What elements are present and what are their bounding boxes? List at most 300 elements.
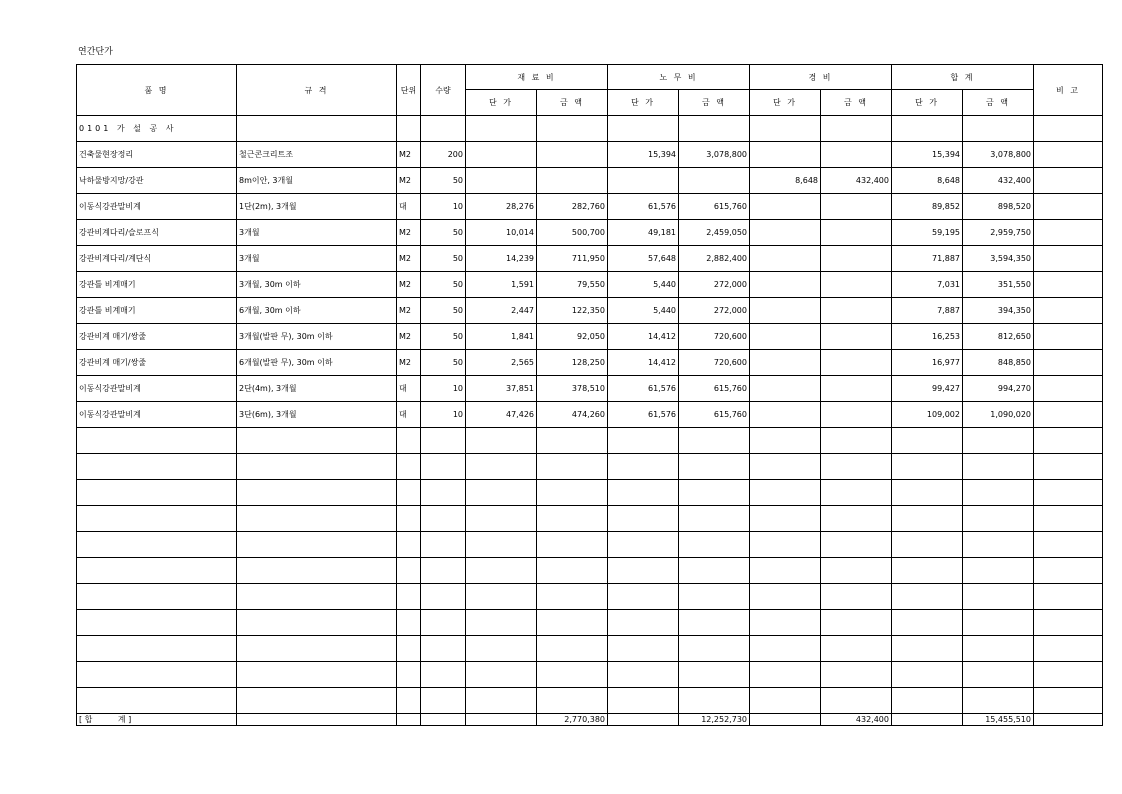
empty-cell xyxy=(421,454,466,480)
expense-unit-price xyxy=(750,350,821,376)
empty-row xyxy=(77,480,1103,506)
empty-cell xyxy=(679,636,750,662)
empty-cell xyxy=(537,610,608,636)
item-name: 강관비계 매기/쌍줄 xyxy=(77,350,237,376)
empty-cell xyxy=(892,584,963,610)
empty-cell xyxy=(537,558,608,584)
empty-cell xyxy=(892,428,963,454)
empty-cell xyxy=(537,454,608,480)
empty-row xyxy=(77,688,1103,714)
empty-cell xyxy=(421,428,466,454)
empty-cell xyxy=(397,636,421,662)
empty-cell xyxy=(397,116,421,142)
remark-cell xyxy=(1034,142,1103,168)
empty-cell xyxy=(963,688,1034,714)
item-spec: 6개월(발판 무), 30m 이하 xyxy=(237,350,397,376)
header-row-1 xyxy=(77,65,1103,90)
unit-price-table xyxy=(76,64,1103,726)
remark-cell xyxy=(1034,194,1103,220)
empty-cell xyxy=(421,610,466,636)
empty-cell xyxy=(892,688,963,714)
empty-cell xyxy=(466,116,537,142)
empty-cell xyxy=(608,454,679,480)
empty-cell xyxy=(466,688,537,714)
expense-amount xyxy=(821,142,892,168)
header-labor: 노 무 비 xyxy=(608,65,750,90)
item-spec: 8m이안, 3개월 xyxy=(237,168,397,194)
item-name: 강관비계 매기/쌍줄 xyxy=(77,324,237,350)
empty-cell xyxy=(1034,116,1103,142)
total-row xyxy=(77,714,1103,726)
empty-cell xyxy=(537,688,608,714)
empty-cell xyxy=(1034,454,1103,480)
empty-cell xyxy=(963,558,1034,584)
item-spec: 철근콘크리트조 xyxy=(237,142,397,168)
labor-amount: 2,459,050 xyxy=(679,220,750,246)
empty-cell xyxy=(608,506,679,532)
total-unit-price: 16,253 xyxy=(892,324,963,350)
empty-cell xyxy=(963,480,1034,506)
item-unit: 대 xyxy=(397,194,421,220)
empty-cell xyxy=(750,532,821,558)
empty-row xyxy=(77,584,1103,610)
empty-cell xyxy=(77,454,237,480)
empty-cell xyxy=(77,532,237,558)
total-labor-amount: 12,252,730 xyxy=(679,714,750,726)
expense-amount xyxy=(821,298,892,324)
empty-cell xyxy=(679,116,750,142)
remark-cell xyxy=(1034,376,1103,402)
empty-cell xyxy=(466,714,537,726)
empty-cell xyxy=(77,558,237,584)
header-qty: 수량 xyxy=(421,65,466,116)
total-amount: 848,850 xyxy=(963,350,1034,376)
item-name: 이동식강관말비계 xyxy=(77,194,237,220)
empty-cell xyxy=(821,428,892,454)
empty-cell xyxy=(679,688,750,714)
item-name: 강관비계다리/계단식 xyxy=(77,246,237,272)
item-unit: M2 xyxy=(397,298,421,324)
expense-unit-price xyxy=(750,298,821,324)
empty-cell xyxy=(750,662,821,688)
empty-cell xyxy=(421,636,466,662)
empty-row xyxy=(77,454,1103,480)
empty-cell xyxy=(963,584,1034,610)
labor-amount: 720,600 xyxy=(679,324,750,350)
total-unit-price: 16,977 xyxy=(892,350,963,376)
header-total-amount: 금 액 xyxy=(963,90,1034,116)
empty-cell xyxy=(821,116,892,142)
empty-cell xyxy=(77,636,237,662)
item-unit: M2 xyxy=(397,324,421,350)
empty-cell xyxy=(466,506,537,532)
empty-row xyxy=(77,558,1103,584)
item-spec: 6개월, 30m 이하 xyxy=(237,298,397,324)
empty-cell xyxy=(892,636,963,662)
table-row xyxy=(77,298,1103,324)
empty-cell xyxy=(750,116,821,142)
empty-cell xyxy=(1034,636,1103,662)
header-material: 재 료 비 xyxy=(466,65,608,90)
labor-unit-price: 61,576 xyxy=(608,376,679,402)
header-expense-amount: 금 액 xyxy=(821,90,892,116)
material-unit-price: 2,447 xyxy=(466,298,537,324)
empty-cell xyxy=(537,662,608,688)
empty-cell xyxy=(892,480,963,506)
labor-unit-price: 14,412 xyxy=(608,350,679,376)
total-unit-price: 59,195 xyxy=(892,220,963,246)
material-amount: 282,760 xyxy=(537,194,608,220)
empty-cell xyxy=(421,558,466,584)
empty-cell xyxy=(750,454,821,480)
empty-cell xyxy=(237,662,397,688)
expense-unit-price xyxy=(750,142,821,168)
remark-cell xyxy=(1034,324,1103,350)
expense-unit-price: 8,648 xyxy=(750,168,821,194)
empty-cell xyxy=(679,428,750,454)
item-unit: 대 xyxy=(397,402,421,428)
empty-cell xyxy=(892,662,963,688)
empty-cell xyxy=(466,610,537,636)
item-qty: 50 xyxy=(421,220,466,246)
table-row xyxy=(77,272,1103,298)
item-spec: 3개월(발판 무), 30m 이하 xyxy=(237,324,397,350)
empty-cell xyxy=(237,636,397,662)
empty-cell xyxy=(679,506,750,532)
empty-cell xyxy=(892,532,963,558)
empty-row xyxy=(77,428,1103,454)
total-amount: 3,594,350 xyxy=(963,246,1034,272)
empty-cell xyxy=(77,506,237,532)
empty-cell xyxy=(77,688,237,714)
item-name: 낙하물방지망/강관 xyxy=(77,168,237,194)
header-labor-amount: 금 액 xyxy=(679,90,750,116)
header-total: 합 계 xyxy=(892,65,1034,90)
empty-cell xyxy=(537,116,608,142)
empty-cell xyxy=(537,480,608,506)
item-spec: 1단(2m), 3개월 xyxy=(237,194,397,220)
material-amount: 122,350 xyxy=(537,298,608,324)
empty-cell xyxy=(237,480,397,506)
empty-row xyxy=(77,636,1103,662)
empty-cell xyxy=(750,584,821,610)
empty-cell xyxy=(750,558,821,584)
expense-unit-price xyxy=(750,220,821,246)
item-spec: 3개월, 30m 이하 xyxy=(237,272,397,298)
item-qty: 200 xyxy=(421,142,466,168)
item-qty: 50 xyxy=(421,272,466,298)
material-unit-price: 14,239 xyxy=(466,246,537,272)
item-unit: M2 xyxy=(397,246,421,272)
empty-cell xyxy=(963,662,1034,688)
item-qty: 50 xyxy=(421,168,466,194)
labor-unit-price: 61,576 xyxy=(608,402,679,428)
total-unit-price: 8,648 xyxy=(892,168,963,194)
expense-amount xyxy=(821,350,892,376)
item-qty: 10 xyxy=(421,194,466,220)
empty-cell xyxy=(1034,584,1103,610)
material-amount: 378,510 xyxy=(537,376,608,402)
empty-cell xyxy=(608,714,679,726)
empty-cell xyxy=(821,532,892,558)
empty-cell xyxy=(397,506,421,532)
item-name: 건축물현장정리 xyxy=(77,142,237,168)
empty-cell xyxy=(608,532,679,558)
empty-cell xyxy=(466,584,537,610)
labor-amount: 615,760 xyxy=(679,402,750,428)
empty-cell xyxy=(397,428,421,454)
empty-cell xyxy=(466,454,537,480)
empty-cell xyxy=(397,714,421,726)
total-unit-price: 89,852 xyxy=(892,194,963,220)
material-unit-price: 1,591 xyxy=(466,272,537,298)
item-name: 강관비계다리/슬로프식 xyxy=(77,220,237,246)
table-row xyxy=(77,376,1103,402)
item-unit: M2 xyxy=(397,168,421,194)
item-qty: 10 xyxy=(421,376,466,402)
labor-unit-price: 61,576 xyxy=(608,194,679,220)
empty-cell xyxy=(466,558,537,584)
total-amount: 2,959,750 xyxy=(963,220,1034,246)
total-amount: 994,270 xyxy=(963,376,1034,402)
table-row xyxy=(77,168,1103,194)
item-spec: 2단(4m), 3개월 xyxy=(237,376,397,402)
item-qty: 10 xyxy=(421,402,466,428)
labor-amount: 615,760 xyxy=(679,194,750,220)
table-row xyxy=(77,220,1103,246)
empty-cell xyxy=(397,480,421,506)
empty-cell xyxy=(237,532,397,558)
expense-unit-price xyxy=(750,246,821,272)
labor-amount: 615,760 xyxy=(679,376,750,402)
expense-amount xyxy=(821,220,892,246)
empty-cell xyxy=(77,584,237,610)
expense-amount xyxy=(821,376,892,402)
empty-cell xyxy=(466,480,537,506)
empty-cell xyxy=(963,454,1034,480)
empty-row xyxy=(77,610,1103,636)
empty-cell xyxy=(421,532,466,558)
empty-cell xyxy=(821,610,892,636)
empty-cell xyxy=(1034,428,1103,454)
item-qty: 50 xyxy=(421,350,466,376)
document-title: 연간단가 xyxy=(78,47,113,57)
labor-unit-price: 57,648 xyxy=(608,246,679,272)
empty-cell xyxy=(821,662,892,688)
empty-cell xyxy=(892,558,963,584)
empty-cell xyxy=(821,688,892,714)
empty-cell xyxy=(421,584,466,610)
table-row xyxy=(77,246,1103,272)
item-name: 이동식강관말비계 xyxy=(77,376,237,402)
empty-cell xyxy=(750,428,821,454)
empty-cell xyxy=(1034,532,1103,558)
empty-cell xyxy=(750,480,821,506)
empty-cell xyxy=(237,610,397,636)
item-qty: 50 xyxy=(421,298,466,324)
material-unit-price: 28,276 xyxy=(466,194,537,220)
empty-cell xyxy=(821,636,892,662)
table-row xyxy=(77,142,1103,168)
labor-unit-price xyxy=(608,168,679,194)
table-row xyxy=(77,350,1103,376)
total-expense-amount: 432,400 xyxy=(821,714,892,726)
header-remark: 비 고 xyxy=(1034,65,1103,116)
empty-cell xyxy=(1034,688,1103,714)
expense-unit-price xyxy=(750,194,821,220)
empty-cell xyxy=(608,636,679,662)
material-amount xyxy=(537,168,608,194)
empty-cell xyxy=(237,506,397,532)
empty-cell xyxy=(963,636,1034,662)
labor-amount: 2,882,400 xyxy=(679,246,750,272)
empty-cell xyxy=(892,116,963,142)
empty-cell xyxy=(608,428,679,454)
empty-cell xyxy=(397,454,421,480)
empty-cell xyxy=(963,116,1034,142)
material-amount xyxy=(537,142,608,168)
total-amount: 3,078,800 xyxy=(963,142,1034,168)
labor-unit-price: 14,412 xyxy=(608,324,679,350)
empty-cell xyxy=(963,506,1034,532)
header-expense-unit-price: 단 가 xyxy=(750,90,821,116)
empty-cell xyxy=(537,506,608,532)
total-material-amount: 2,770,380 xyxy=(537,714,608,726)
empty-cell xyxy=(892,714,963,726)
item-name: 강관틀 비계매기 xyxy=(77,298,237,324)
empty-cell xyxy=(679,532,750,558)
empty-cell xyxy=(821,454,892,480)
empty-row xyxy=(77,532,1103,558)
expense-unit-price xyxy=(750,376,821,402)
material-unit-price: 1,841 xyxy=(466,324,537,350)
table-row xyxy=(77,402,1103,428)
empty-cell xyxy=(421,480,466,506)
material-unit-price: 10,014 xyxy=(466,220,537,246)
empty-cell xyxy=(608,584,679,610)
section-label: 0101 가 설 공 사 xyxy=(77,116,237,142)
empty-cell xyxy=(237,116,397,142)
total-amount: 394,350 xyxy=(963,298,1034,324)
empty-cell xyxy=(237,714,397,726)
material-unit-price: 47,426 xyxy=(466,402,537,428)
item-unit: M2 xyxy=(397,142,421,168)
empty-cell xyxy=(679,610,750,636)
empty-cell xyxy=(1034,610,1103,636)
remark-cell xyxy=(1034,298,1103,324)
expense-amount xyxy=(821,324,892,350)
material-amount: 711,950 xyxy=(537,246,608,272)
empty-cell xyxy=(821,558,892,584)
total-label: [ 합 계 ] xyxy=(77,714,237,726)
empty-cell xyxy=(397,610,421,636)
expense-amount xyxy=(821,194,892,220)
empty-cell xyxy=(537,584,608,610)
empty-cell xyxy=(237,558,397,584)
empty-cell xyxy=(892,610,963,636)
empty-cell xyxy=(608,662,679,688)
header-unit: 단위 xyxy=(397,65,421,116)
item-qty: 50 xyxy=(421,246,466,272)
total-unit-price: 71,887 xyxy=(892,246,963,272)
expense-unit-price xyxy=(750,324,821,350)
labor-amount: 720,600 xyxy=(679,350,750,376)
empty-cell xyxy=(537,532,608,558)
empty-cell xyxy=(1034,662,1103,688)
material-unit-price: 37,851 xyxy=(466,376,537,402)
empty-cell xyxy=(892,454,963,480)
empty-cell xyxy=(237,688,397,714)
material-unit-price: 2,565 xyxy=(466,350,537,376)
expense-amount xyxy=(821,402,892,428)
material-unit-price xyxy=(466,142,537,168)
total-unit-price: 15,394 xyxy=(892,142,963,168)
total-amount: 1,090,020 xyxy=(963,402,1034,428)
empty-cell xyxy=(750,688,821,714)
empty-cell xyxy=(397,688,421,714)
empty-cell xyxy=(421,714,466,726)
empty-cell xyxy=(77,610,237,636)
empty-cell xyxy=(397,532,421,558)
empty-cell xyxy=(821,480,892,506)
total-amount: 432,400 xyxy=(963,168,1034,194)
labor-amount: 272,000 xyxy=(679,298,750,324)
empty-cell xyxy=(892,506,963,532)
empty-cell xyxy=(750,506,821,532)
empty-cell xyxy=(608,688,679,714)
empty-cell xyxy=(750,610,821,636)
header-material-unit-price: 단 가 xyxy=(466,90,537,116)
labor-unit-price: 5,440 xyxy=(608,298,679,324)
header-expense: 경 비 xyxy=(750,65,892,90)
expense-amount: 432,400 xyxy=(821,168,892,194)
item-spec: 3개월 xyxy=(237,246,397,272)
total-amount: 351,550 xyxy=(963,272,1034,298)
empty-cell xyxy=(1034,480,1103,506)
remark-cell xyxy=(1034,272,1103,298)
empty-cell xyxy=(421,662,466,688)
item-spec: 3개월 xyxy=(237,220,397,246)
empty-cell xyxy=(1034,558,1103,584)
material-amount: 474,260 xyxy=(537,402,608,428)
empty-cell xyxy=(679,584,750,610)
empty-cell xyxy=(963,428,1034,454)
empty-cell xyxy=(466,532,537,558)
header-name: 품 명 xyxy=(77,65,237,116)
empty-cell xyxy=(237,428,397,454)
item-unit: M2 xyxy=(397,220,421,246)
empty-cell xyxy=(537,636,608,662)
empty-cell xyxy=(77,662,237,688)
total-amount: 898,520 xyxy=(963,194,1034,220)
empty-cell xyxy=(1034,506,1103,532)
header-labor-unit-price: 단 가 xyxy=(608,90,679,116)
empty-cell xyxy=(397,662,421,688)
empty-cell xyxy=(466,662,537,688)
material-amount: 128,250 xyxy=(537,350,608,376)
empty-cell xyxy=(821,584,892,610)
total-total-amount: 15,455,510 xyxy=(963,714,1034,726)
material-amount: 79,550 xyxy=(537,272,608,298)
expense-amount xyxy=(821,246,892,272)
empty-row xyxy=(77,506,1103,532)
empty-cell xyxy=(421,506,466,532)
material-amount: 500,700 xyxy=(537,220,608,246)
empty-cell xyxy=(537,428,608,454)
remark-cell xyxy=(1034,246,1103,272)
empty-cell xyxy=(679,454,750,480)
empty-cell xyxy=(77,428,237,454)
